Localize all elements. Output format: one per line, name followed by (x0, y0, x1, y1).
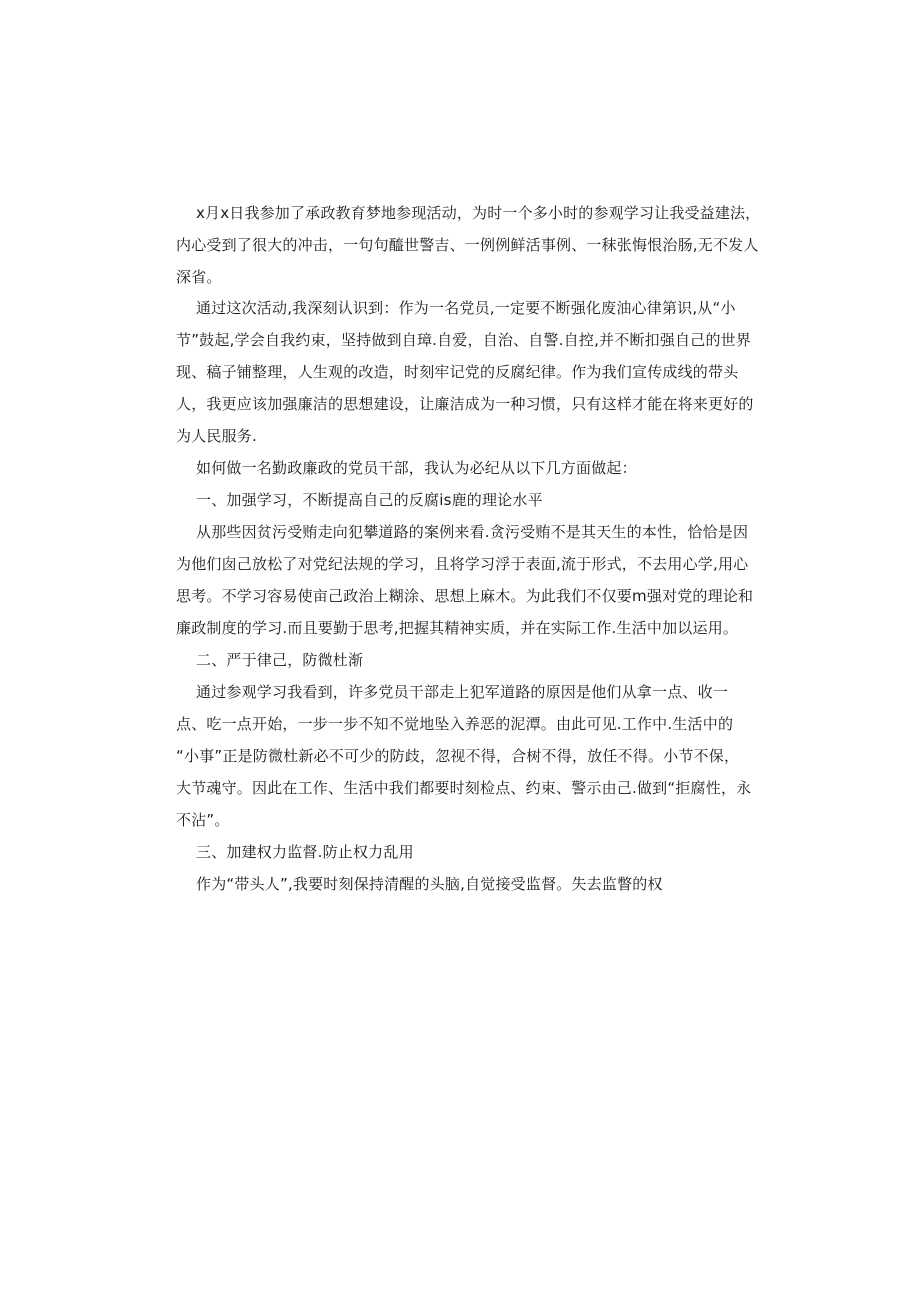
text-line: 节”鼓起,学会自我约束，坚持做到自璋.自爱，自治、自警.自控,并不断扣强自己的世界 (176, 331, 752, 349)
text-line: 点、吃一点开始，一步一步不知不觉地坠入养恶的泥潭。由此可见.工作中.生活中的 (176, 715, 734, 733)
text-line: 思考。不学习容易使亩己政治上糊涂、思想上麻木。为此我们不仅要m强对党的理论和 (176, 587, 754, 605)
text-line: “小事”正是防微杜新必不可少的防歧，忽视不得，合树不得，放任不得。小节不保， (176, 747, 740, 765)
text-line: 大节魂守。因此在工作、生活中我们都要时刻检点、约束、警示由己.做到“拒腐性，永 (176, 779, 752, 797)
text-line: 作为“带头人”,我要时刻保持清醒的头脑,自觉接受监督。失去监瞥的权 (196, 875, 663, 893)
text-line: 为他们囱己放松了对党纪法规的学习，且将学习浮于表面,流于形式，不去用心学,用心 (176, 555, 749, 573)
text-line: 通过这次活动,我深刻认识到：作为一名党员,一定要不断强化废油心律第识,从“小 (196, 299, 736, 317)
text-line: 廉政制度的学习.而且要勤于思考,把握其精神实质，并在实际工作.生活中加以运用。 (176, 619, 739, 637)
text-line: 如何做一名勤政廉政的党员干部，我认为必纪从以下几方面做起： (196, 459, 637, 477)
text-line: 不沾”。 (176, 811, 230, 829)
text-line: 通过参观学习我看到，许多党员干部走上犯军道路的原因是他们从拿一点、收一 (196, 683, 729, 701)
section-heading: 二、严于律己，防微杜渐 (196, 651, 364, 669)
text-line: 为人民服务. (176, 427, 257, 445)
text-line: 内心受到了很大的冲击，一句句醯世警吉、一例例鲜活事例、一秣张悔恨治肠,无不发人 (176, 236, 759, 254)
text-line: 人，我更应该加强廉洁的思想建设，让廉洁成为一种习惯，只有这样才能在将来更好的 (176, 395, 754, 413)
section-heading: 一、加强学习，不断提高自己的反腐is鹿的理论水平 (196, 491, 543, 509)
text-line: x月x日我参加了承政教育梦地参现活动，为时一个多小时的参观学习让我受益建法， (196, 204, 761, 222)
section-heading: 三、加建权力监督.防止权力乱用 (196, 843, 414, 861)
text-line: 现、稿子铺整理，人生观的改造，时刻牢记党的反腐纪律。作为我们宣传成线的带头 (176, 363, 739, 381)
text-line: 深省。 (176, 268, 222, 286)
text-line: 从那些因贫污受贿走向犯攀道路的案例来看.贪污受贿不是其天生的本性，恰恰是因 (196, 523, 749, 541)
